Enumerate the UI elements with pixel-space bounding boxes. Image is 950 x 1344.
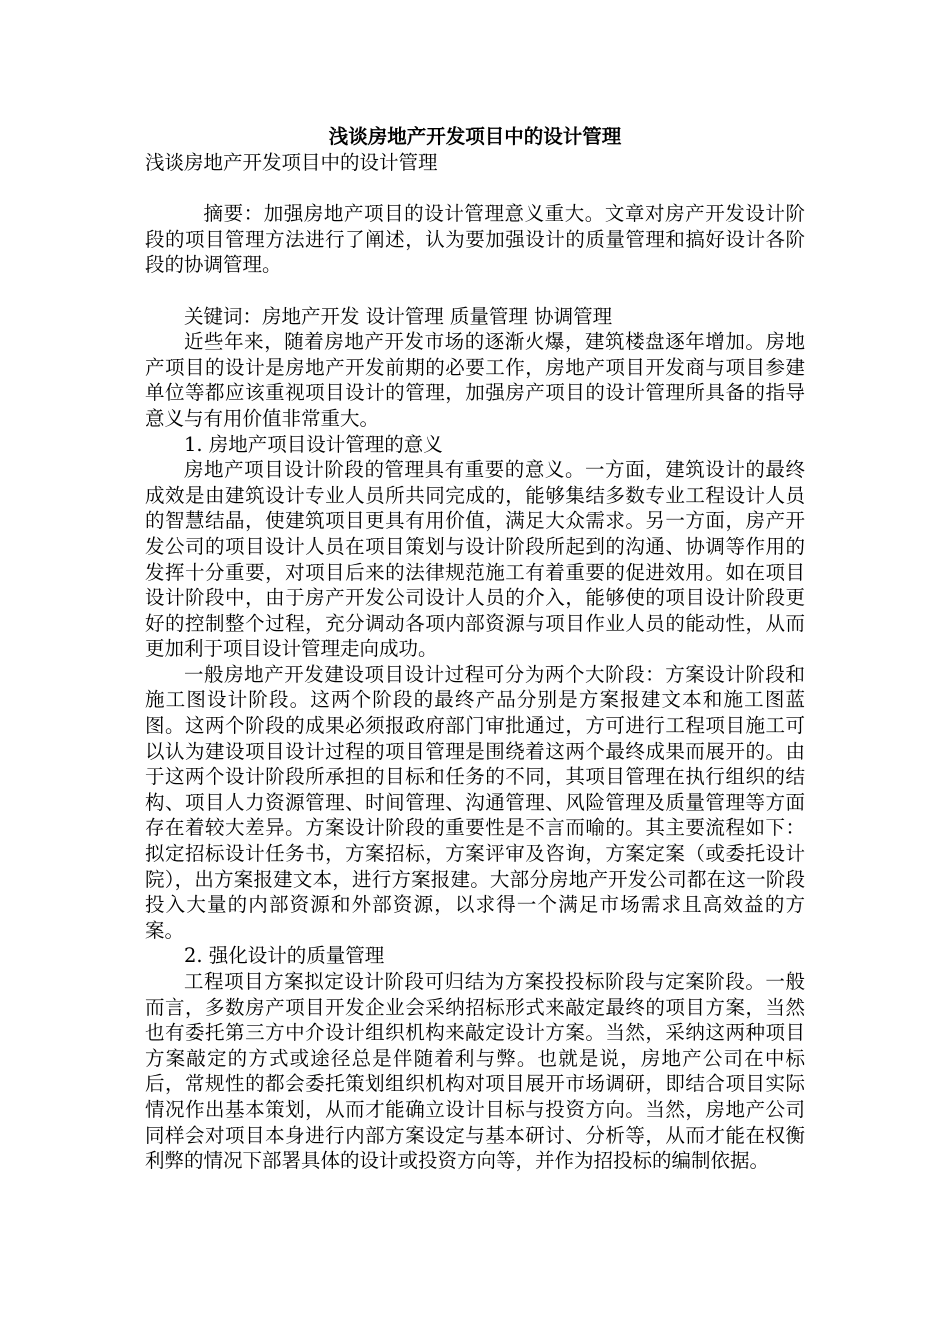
blank-line <box>145 176 805 202</box>
keywords-line: 关键词：房地产开发 设计管理 质量管理 协调管理 <box>184 304 613 328</box>
section-2-paragraph-1: 工程项目方案拟定设计阶段可归结为方案投投标阶段与定案阶段。一般而言，多数房产项目开发企业会采纳招标形式来敲定最终的项目方案，当然也有委托第三方中介设计组织机构来敲定设计方案。当然，采纳这两种项目方案敲定的方式或途径总是伴随着利与弊。也就是说，房地产公司在中标后，常规性的都会委托策划组织机构对项目展开市场调研，即结合项目实际情况作出基本策划，从而才能确立设计目标与投资方向。当然，房地产公司同样会对项目本身进行内部方案设定与基本研讨、分析等，从而才能在权衡利弊的情况下部署具体的设计或投资方向等，并作为招投标的编制依据。 <box>145 970 805 1173</box>
document-title: 浅谈房地产开发项目中的设计管理 <box>328 125 622 148</box>
document-body <box>145 150 805 1174</box>
section-1-paragraph-2: 一般房地产开发建设项目设计过程可分为两个大阶段：方案设计阶段和施工图设计阶段。这两个阶段的最终产品分别是方案报建文本和施工图蓝图。这两个阶段的成果必须报政府部门审批通过，方可进行工程项目施工可以认为建设项目设计过程的项目管理是围绕着这两个最终成果而展开的。由于这两个设计阶段所承担的目标和任务的不同，其项目管理在执行组织的结构、项目人力资源管理、时间管理、沟通管理、风险管理及质量管理等方面存在着较大差异。方案设计阶段的重要性是不言而喻的。其主要流程如下：拟定招标设计任务书，方案招标，方案评审及咨询，方案定案（或委托设计院），出方案报建文本，进行方案报建。大部分房地产开发公司都在这一阶段投入大量的内部资源和外部资源，以求得一个满足市场需求且高效益的方案。 <box>145 662 805 942</box>
document-subtitle: 浅谈房地产开发项目中的设计管理 <box>145 151 438 174</box>
intro-paragraph: 近些年来，随着房地产开发市场的逐渐火爆，建筑楼盘逐年增加。房地产项目的设计是房地产开发前期的必要工作，房地产项目开发商与项目参建单位等都应该重视项目设计的管理，加强房产项目的设计管理所具备的指导意义与有用价值非常重大。 <box>145 330 805 430</box>
abstract-paragraph: 摘要：加强房地产项目的设计管理意义重大。文章对房产开发设计阶段的项目管理方法进行了阐述，认为要加强设计的质量管理和搞好设计各阶段的协调管理。 <box>145 202 805 277</box>
section-1-heading: 1. 房地产项目设计管理的意义 <box>184 432 443 456</box>
section-2-heading: 2. 强化设计的质量管理 <box>184 944 385 968</box>
section-1-paragraph-1: 房地产项目设计阶段的管理具有重要的意义。一方面，建筑设计的最终成效是由建筑设计专业人员所共同完成的，能够集结多数专业工程设计人员的智慧结晶，使建筑项目更具有用价值，满足大众需求。另一方面，房产开发公司的项目设计人员在项目策划与设计阶段所起到的沟通、协调等作用的发挥十分重要，对项目后来的法律规范施工有着重要的促进效用。如在项目设计阶段中，由于房产开发公司设计人员的介入，能够使的项目设计阶段更好的控制整个过程，充分调动各项内部资源与项目作业人员的能动性，从而更加利于项目设计管理走向成功。 <box>145 458 805 661</box>
blank-line <box>145 278 805 304</box>
